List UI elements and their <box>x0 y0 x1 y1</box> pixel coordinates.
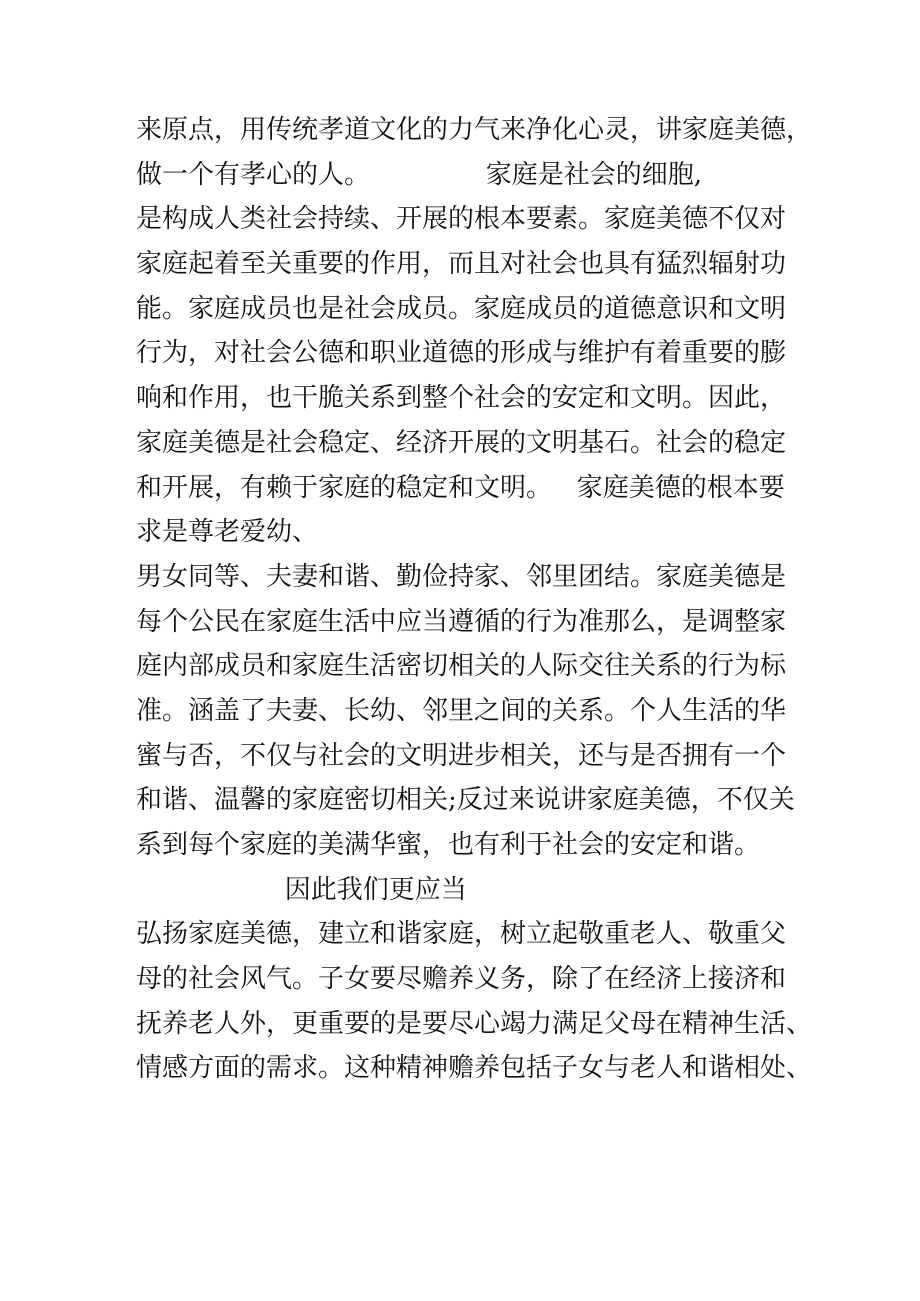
text-line-11: 男女同等、夫妻和谐、勤俭持家、邻里团结。家庭美德是 <box>136 561 787 592</box>
text-line-7: 响和作用，也干脆关系到整个社会的安定和文明。因此， <box>136 383 787 414</box>
text-line-12: 每个公民在家庭生活中应当遵循的行为准那么，是调整家 <box>136 606 787 637</box>
text-line-19: 弘扬家庭美德，建立和谐家庭，树立起敬重老人、敬重父 <box>136 919 787 950</box>
text-line-8: 家庭美德是社会稳定、经济开展的文明基石。社会的稳定 <box>136 427 787 458</box>
text-line-5: 能。家庭成员也是社会成员。家庭成员的道德意识和文明 <box>136 293 787 324</box>
text-line-1: 来原点，用传统孝道文化的力气来净化心灵，讲家庭美德， <box>136 115 813 145</box>
text-line-6: 行为，对社会公德和职业道德的形成与维护有着重要的膨 <box>136 338 787 369</box>
text-line-4: 家庭起着至关重要的作用，而且对社会也具有猛烈辐射功 <box>136 249 787 280</box>
text-line-9: 和开展，有赖于家庭的稳定和文明。 家庭美德的根本要 <box>136 472 785 503</box>
text-line-22: 情感方面的需求。这种精神赡养包括子女与老人和谐相处、 <box>136 1053 813 1084</box>
text-line-21: 抚养老人外，更重要的是要尽心竭力满足父母在精神生活、 <box>136 1008 813 1039</box>
text-line-14: 准。涵盖了夫妻、长幼、邻里之间的关系。个人生活的华 <box>136 695 787 726</box>
text-line-18: 因此我们更应当 <box>136 874 467 905</box>
text-line-17: 系到每个家庭的美满华蜜，也有利于社会的安定和谐。 <box>136 830 761 860</box>
text-line-15: 蜜与否，不仅与社会的文明进步相关，还与是否拥有一个 <box>136 740 787 771</box>
text-line-10: 求是尊老爱幼、 <box>136 517 319 548</box>
text-line-13: 庭内部成员和家庭生活密切相关的人际交往关系的行为标 <box>136 651 787 682</box>
body-text <box>136 108 836 1091</box>
text-line-16: 和谐、温馨的家庭密切相关;反过来说讲家庭美德，不仅关 <box>136 785 795 816</box>
text-line-3: 是构成人类社会持续、开展的根本要素。家庭美德不仅对 <box>136 204 787 235</box>
text-line-2: 做一个有孝心的人。 家庭是社会的细胞, <box>136 159 702 190</box>
text-line-20: 母的社会风气。子女要尽赡养义务，除了在经济上接济和 <box>136 964 787 995</box>
